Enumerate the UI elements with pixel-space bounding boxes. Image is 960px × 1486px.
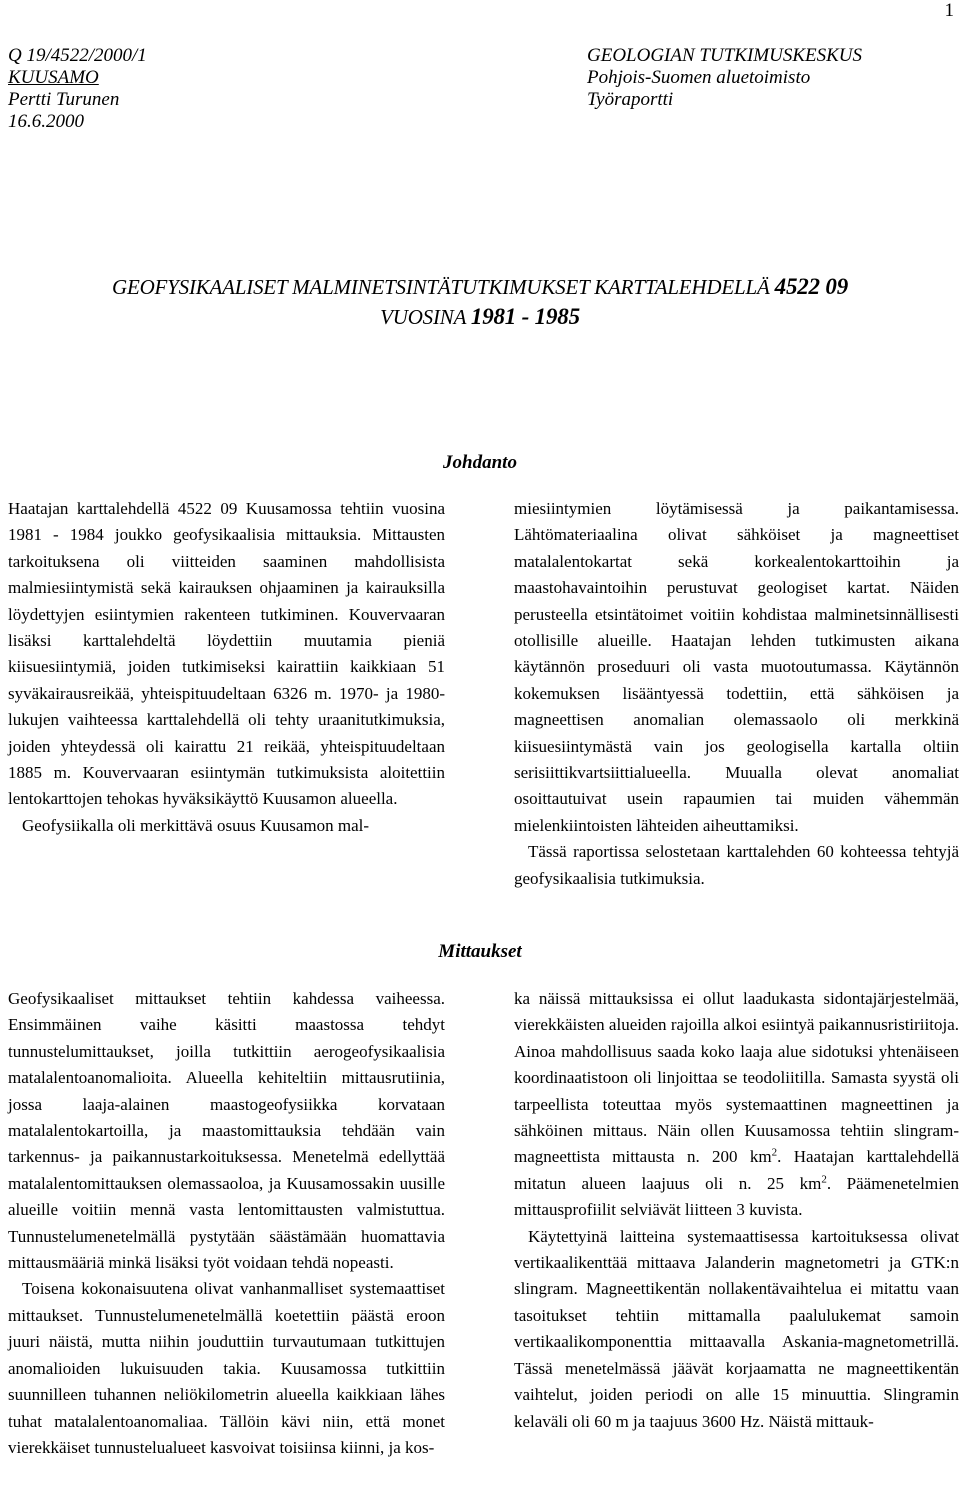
superscript: 2 bbox=[771, 1146, 778, 1159]
paragraph: Geofysiikalla oli merkittävä osuus Kuusamon mal- bbox=[22, 815, 370, 835]
paragraph: ka näissä mittauksissa ei ollut laadukasta sidontajärjestelmää, vierekkäisten alueiden rajoilla alkoi esiintyä paikannusristiriitoja. Ainoa mahdollisuus saada koko laaja alue sidotuksi yhtenäiseen koordinaatistoon oli linjoittaa se teodoliitilla. Samasta syystä oli tarpeellista toteuttaa myös systemaattinen magneettinen ja sähköinen mittaus. Näin ollen Kuusamossa tehtiin slingram-magneettista mittausta n. 200 $km^2$. Haatajan karttalehdellä mitatun alueen laajuus oli n. 25 $km^2$. Päämenetelmien mittausprofiilit selviävät liitteen 3 kuvista. bbox=[514, 989, 959, 1220]
author: Pertti Turunen bbox=[8, 89, 120, 110]
section-heading-mittaukset: Mittaukset bbox=[438, 941, 522, 962]
header-right bbox=[587, 45, 862, 111]
report-code: Q 19/4522/2000/1 bbox=[8, 45, 147, 66]
title-map-number: 4522 09 bbox=[774, 274, 848, 299]
paragraph: Tässä raportissa selostetaan karttalehden 60 kohteessa tehtyjä geofysikaalisia tutkimuksia. bbox=[514, 842, 959, 888]
office: Pohjois-Suomen aluetoimisto bbox=[587, 67, 811, 88]
section1-left-column bbox=[8, 496, 445, 839]
paragraph: Käytettyinä laitteina systemaattisessa kartoituksessa olivat vertikaalikenttää mittaava Jalanderin magnetometri ja GTK:n slingram. Magneettikentän nollakentävaihtelua ei mitattu vaan tasoitukset tehtiin mittamalla paalulukemat samoin vertikaalikomponenttia mittaavalla Askania-magnetometrillä. Tässä menetelmässä jäävät korjaamatta ne magneettikentän vaihtelut, joiden periodi on alle 15 minuuttia. Slingramin kelaväli oli 60 m ja taajuus 3600 Hz. Näistä mittauk- bbox=[514, 1226, 959, 1431]
page-number: 1 bbox=[944, 0, 954, 21]
title-years: 1981 - 1985 bbox=[470, 304, 580, 329]
title-line1: GEOFYSIKAALISET MALMINETSINTÄTUTKIMUKSET KARTTALEHDELLÄ bbox=[111, 275, 770, 299]
paragraph: Toisena kokonaisuutena olivat vanhanmalliset systemaattiset mittaukset. Tunnustelumenetelmällä koetettiin päästä eroon juuri näistä, mutta niihin jouduttiin turvautumaan tutkittujen anomalioiden lukuisuuden takia. Kuusamossa tutkittiin suunnilleen tuhannen neliökilometrin alueella kaikkiaan lähes tuhat matalalentoanomaliaa. Tällöin kävi niin, että monet vierekkäiset tunnustelualueet kasvoivat toisiinsa kiinni, ja kos- bbox=[8, 1279, 445, 1457]
location: KUUSAMO bbox=[8, 67, 99, 88]
title-line2: VUOSINA bbox=[380, 305, 466, 329]
section2-right-column bbox=[514, 986, 959, 1435]
header-left bbox=[8, 45, 147, 133]
report-type: Työraportti bbox=[587, 89, 674, 110]
organization: GEOLOGIAN TUTKIMUSKESKUS bbox=[587, 45, 862, 66]
superscript: 2 bbox=[821, 1173, 827, 1186]
paragraph: miesiintymien löytämisessä ja paikantamisessa. Lähtömateriaalina olivat sähköiset ja magneettiset matalalentokartat sekä korkealentokarttoihin ja maastohavaintoihin perustuvat geologiset kartat. Näiden perusteella etsintätoimet voitiin kohdistaa malminetsinnällisesti otollisille alueille. Haatajan lehden tutkimusten aikana käytännön proseduuri oli vasta muotoutumassa. Käytännön kokemuksen lisääntyessä todettiin, että sähköisen ja magneettisen anomalian olemassaolo oli merkkinä kiisuesiintymästä vain jos geologisella kartalla oltiin serisiittikvartsiittialueella. Muualla olevat anomaliat osoittautuivat usein rapaumien tai muiden vähemmän mielenkiintoisten lähteiden aiheuttamiksi. bbox=[514, 499, 959, 835]
paragraph: Haatajan karttalehdellä 4522 09 Kuusamossa tehtiin vuosina 1981 - 1984 joukko geofysikaalisia mittauksia. Mittausten tarkoituksena oli viitteiden saaminen mahdollisista malmiesiintymistä sekä kairauksen ohjaaminen ja kairauksilla löydettyjen esiintymien rakenteen tutkiminen. Kouvervaaran lisäksi karttalehdeltä löydettiin muutamia pieniä kiisuesiintymiä, joiden tutkimiseksi kairattiin kaikkiaan 51 syväkairausreikää, yhteispituudeltaan 6326 m. 1970- ja 1980-lukujen vaihteessa karttalehdellä oli tehty uraanitutkimuksia, joiden yhteydessä oli kairattu 21 reikää, yhteispituudeltaan 1885 m. Kouvervaaran esiintymän tutkimuksista aloitettiin lentokarttojen tehokas hyväksikäyttö Kuusamon alueella. bbox=[8, 499, 445, 809]
section1-right-column bbox=[514, 496, 959, 892]
section2-left-column bbox=[8, 986, 445, 1461]
document-title bbox=[0, 272, 960, 332]
section-heading-johdanto: Johdanto bbox=[443, 452, 517, 473]
date: 16.6.2000 bbox=[8, 111, 84, 132]
paragraph: Geofysikaaliset mittaukset tehtiin kahdessa vaiheessa. Ensimmäinen vaihe käsitti maastossa tehdyt tunnustelumittaukset, joilla tutkittiin aerogeofysikaalisia matalalentoanomalioita. Alueella kehiteltiin mittausrutiinia, jossa laaja-alainen maastogeofysiikka korvataan matalalentokartoilla, ja maastomittauksia tehdään vain tarkennus- ja paikannustarkoituksessa. Menetelmä edellyttää matalalentomittauksen olemassaoloa, ja Kuusamossakin uusille alueille voitiin mennä vasta lentomittausten valmistuttua. Tunnustelumenetelmällä pystytään säästämään huomattavia mittausmääriä minkä lisäksi työt voidaan tehdä nopeasti. bbox=[8, 989, 445, 1273]
